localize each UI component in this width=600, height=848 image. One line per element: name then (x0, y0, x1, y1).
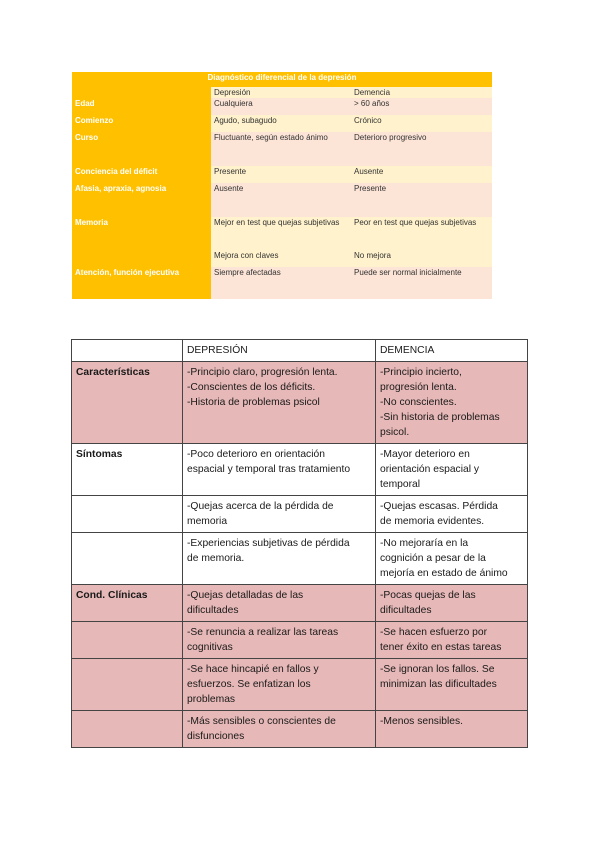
table2-row (72, 444, 528, 496)
table2-cell-demencia (376, 622, 528, 659)
table2-cell-demencia (376, 659, 528, 711)
table1-row (72, 217, 492, 250)
cell-text-line: -Se hacen esfuerzo por (380, 627, 488, 638)
cell-text-line: -Historia de problemas psicol (187, 397, 320, 408)
table1-header-row (72, 87, 492, 98)
cell-text-line: -Menos sensibles. (380, 716, 463, 727)
table2-row (72, 496, 528, 533)
table1-cell-depresion: Cualquiera (211, 98, 351, 115)
table1-header-demencia: Demencia (351, 87, 492, 98)
cell-text-line: minimizan las dificultades (380, 679, 497, 690)
table1-cell-demencia: > 60 años (351, 98, 492, 115)
table1-cell-demencia: Puede ser normal inicialmente (351, 267, 492, 299)
table1-row-label: Edad (72, 98, 211, 115)
cell-text-line: progresión lenta. (380, 382, 457, 393)
table2-row (72, 585, 528, 622)
cell-text-line: -Principio incierto, (380, 367, 462, 378)
cell-text-line: -Quejas detalladas de las (187, 590, 304, 601)
table2-cell-depresion (183, 585, 376, 622)
table1-row-label (72, 250, 211, 267)
cell-text-line: orientación espacial y (380, 464, 480, 475)
table2-cell-demencia (376, 711, 528, 748)
table2-cell-demencia (376, 496, 528, 533)
cell-text-line: -No mejoraría en la (380, 538, 469, 549)
table1-title-row (72, 72, 492, 87)
cell-text-line: -Principio claro, progresión lenta. (187, 367, 338, 378)
table2-row-label: Características (72, 362, 183, 444)
cell-text-line: -Pocas quejas de las (380, 590, 476, 601)
cell-text-line: espacial y temporal tras tratamiento (187, 464, 351, 475)
cell-text-line: de memoria evidentes. (380, 516, 485, 527)
cell-text-line: -Se ignoran los fallos. Se (380, 664, 495, 675)
table2-row (72, 711, 528, 748)
table1-row-label: Memoria (72, 217, 211, 250)
depression-dementia-comparison-table (71, 339, 528, 748)
table1-row-label: Conciencia del déficit (72, 166, 211, 183)
cell-text-line: tener éxito en estas tareas (380, 642, 502, 653)
table1-cell-demencia: Peor en test que quejas subjetivas (351, 217, 492, 250)
table2-row-label (72, 711, 183, 748)
table1-cell-depresion: Siempre afectadas (211, 267, 351, 299)
table2-cell-demencia (376, 533, 528, 585)
table1-header-empty (72, 87, 211, 98)
table1-header-depresion: Depresión (211, 87, 351, 98)
table2-header-empty (72, 340, 183, 362)
table2-row (72, 622, 528, 659)
table1-title: Diagnóstico diferencial de la depresión (72, 72, 492, 87)
table1-cell-depresion: Fluctuante, según estado ánimo (211, 132, 351, 166)
table2-cell-depresion (183, 362, 376, 444)
table2-cell-depresion (183, 622, 376, 659)
table1-cell-depresion: Mejora con claves (211, 250, 351, 267)
table1-cell-demencia: Presente (351, 183, 492, 217)
table1-cell-demencia: Deterioro progresivo (351, 132, 492, 166)
table2-row (72, 362, 528, 444)
table1-cell-depresion: Ausente (211, 183, 351, 217)
table2-header-depresion: DEPRESIÓN (183, 340, 376, 362)
table1-row (72, 267, 492, 299)
table2-cell-demencia (376, 444, 528, 496)
table2-row (72, 659, 528, 711)
cell-text-line: problemas (187, 694, 236, 705)
table1-row-label: Afasia, apraxia, agnosia (72, 183, 211, 217)
cell-text-line: -Quejas escasas. Pérdida (380, 501, 498, 512)
cell-text-line: disfunciones (187, 731, 245, 742)
cell-text-line: -Quejas acerca de la pérdida de (187, 501, 334, 512)
table2-cell-demencia (376, 585, 528, 622)
table2-cell-depresion (183, 659, 376, 711)
table2-row-label: Cond. Clínicas (72, 585, 183, 622)
table2-cell-depresion (183, 533, 376, 585)
cell-text-line: -Experiencias subjetivas de pérdida (187, 538, 350, 549)
cell-text-line: cognitivas (187, 642, 233, 653)
table1-cell-demencia: No mejora (351, 250, 492, 267)
table1-cell-depresion: Mejor en test que quejas subjetivas (211, 217, 351, 250)
table1-row-label: Atención, función ejecutiva (72, 267, 211, 299)
cell-text-line: -Conscientes de los déficits. (187, 382, 316, 393)
differential-diagnosis-image-table (72, 72, 492, 299)
table1-cell-demencia: Ausente (351, 166, 492, 183)
table2-header-demencia: DEMENCIA (376, 340, 528, 362)
cell-text-line: mejoría en estado de ánimo (380, 568, 508, 579)
table2-row-label (72, 496, 183, 533)
table1-cell-depresion: Agudo, subagudo (211, 115, 351, 132)
table2-row-label: Síntomas (72, 444, 183, 496)
cell-text-line: -Se renuncia a realizar las tareas (187, 627, 339, 638)
table2-row (72, 533, 528, 585)
table1-row (72, 98, 492, 115)
table1-row-label: Curso (72, 132, 211, 166)
table2-cell-depresion (183, 496, 376, 533)
table2-row-label (72, 659, 183, 711)
cell-text-line: esfuerzos. Se enfatizan los (187, 679, 311, 690)
table2-cell-depresion (183, 711, 376, 748)
table2-cell-depresion (183, 444, 376, 496)
table2-row-label (72, 533, 183, 585)
table2-header-row (72, 340, 528, 362)
table2-cell-demencia (376, 362, 528, 444)
table1-cell-demencia: Crónico (351, 115, 492, 132)
table1-row (72, 250, 492, 267)
table1-cell-depresion: Presente (211, 166, 351, 183)
cell-text-line: dificultades (187, 605, 239, 616)
cell-text-line: cognición a pesar de la (380, 553, 486, 564)
table1-row (72, 166, 492, 183)
cell-text-line: -Sin historia de problemas (380, 412, 500, 423)
cell-text-line: -Mayor deterioro en (380, 449, 470, 460)
cell-text-line: -No conscientes. (380, 397, 457, 408)
table2-body (72, 362, 528, 748)
table1-row-label: Comienzo (72, 115, 211, 132)
cell-text-line: -Poco deterioro en orientación (187, 449, 325, 460)
table1-row (72, 132, 492, 166)
cell-text-line: de memoria. (187, 553, 245, 564)
table1-row (72, 115, 492, 132)
cell-text-line: dificultades (380, 605, 432, 616)
cell-text-line: psicol. (380, 427, 410, 438)
cell-text-line: memoria (187, 516, 228, 527)
table1-row (72, 183, 492, 217)
cell-text-line: temporal (380, 479, 421, 490)
table2-row-label (72, 622, 183, 659)
cell-text-line: -Se hace hincapié en fallos y (187, 664, 319, 675)
cell-text-line: -Más sensibles o conscientes de (187, 716, 336, 727)
